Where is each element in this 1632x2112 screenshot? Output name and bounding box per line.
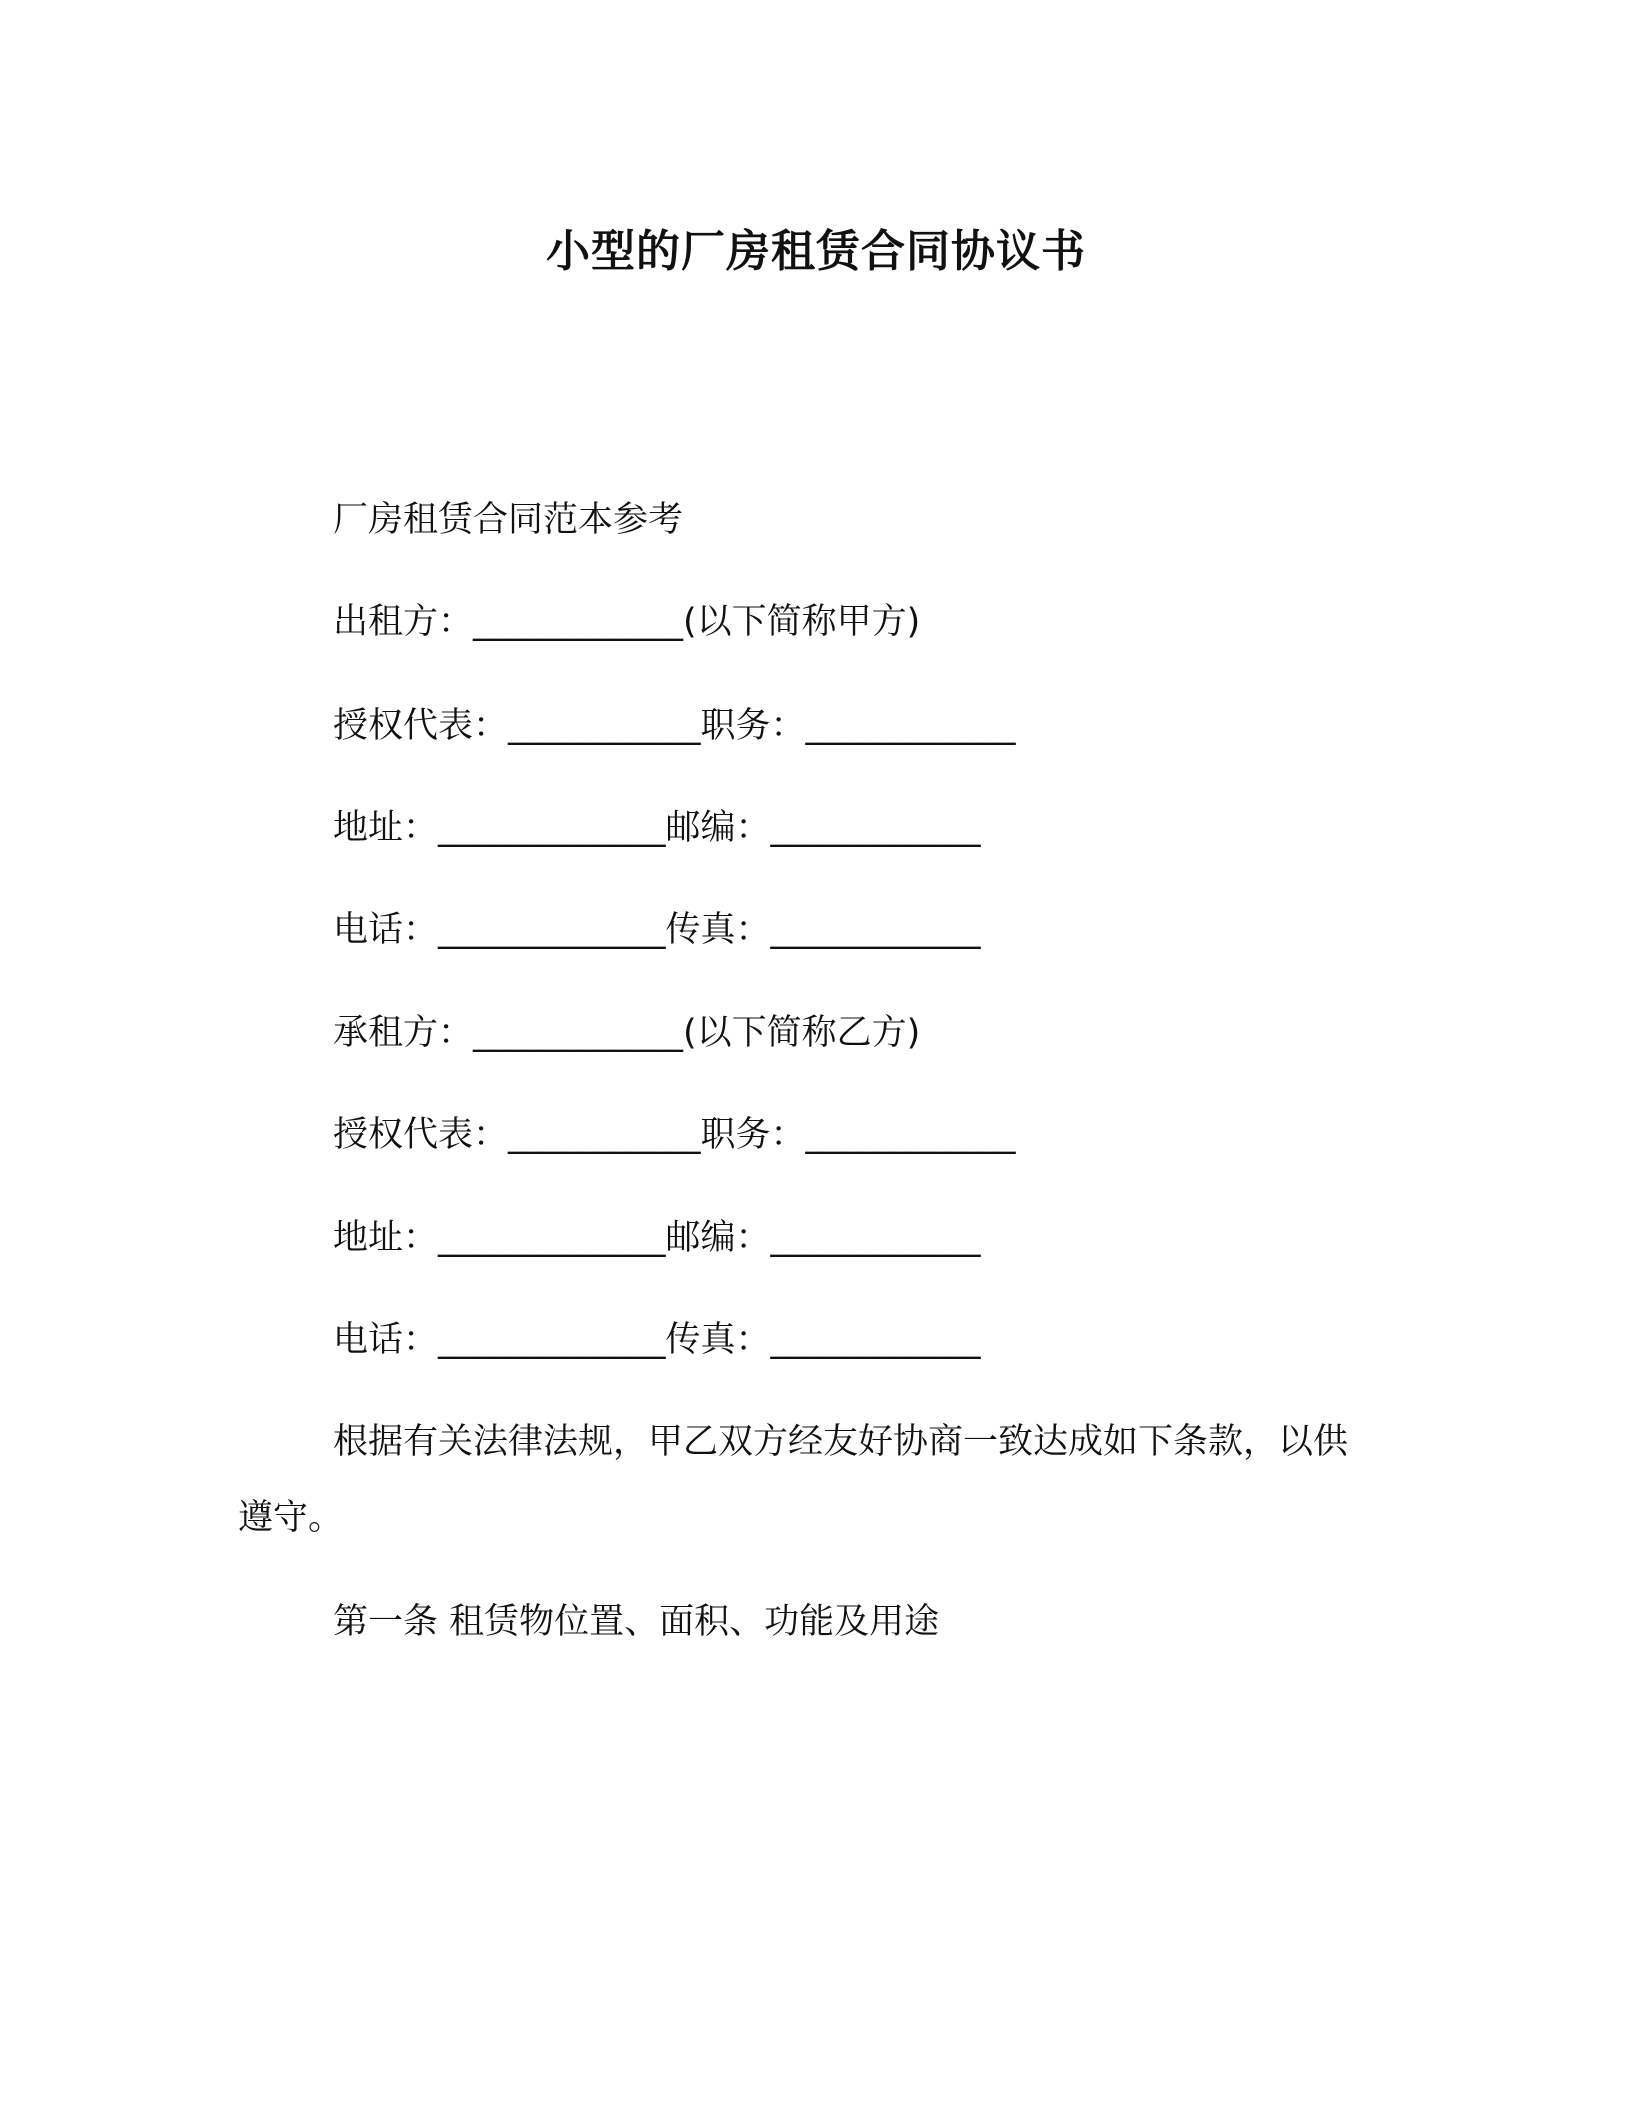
- lessee-line: 承租方：____________(以下简称乙方): [333, 1013, 921, 1053]
- document-title: 小型的厂房租赁合同协议书: [546, 226, 1086, 277]
- party-b-representative-line: 授权代表：___________职务：____________: [333, 1115, 1016, 1155]
- party-a-representative-line: 授权代表：___________职务：____________: [333, 706, 1016, 746]
- lessor-line: 出租方：____________(以下简称甲方): [333, 602, 921, 642]
- preamble-paragraph: 根据有关法律法规，甲乙双方经友好协商一致达成如下条款，以供遵守。: [238, 1422, 1349, 1538]
- document-subtitle: 厂房租赁合同范本参考: [333, 500, 684, 540]
- party-b-address-line: 地址：_____________邮编：____________: [333, 1218, 981, 1258]
- party-a-phone-line: 电话：_____________传真：____________: [333, 910, 981, 950]
- party-b-phone-line: 电话：_____________传真：____________: [333, 1320, 981, 1360]
- party-a-address-line: 地址：_____________邮编：____________: [333, 808, 981, 848]
- article-1-heading: 第一条 租赁物位置、面积、功能及用途: [333, 1602, 940, 1642]
